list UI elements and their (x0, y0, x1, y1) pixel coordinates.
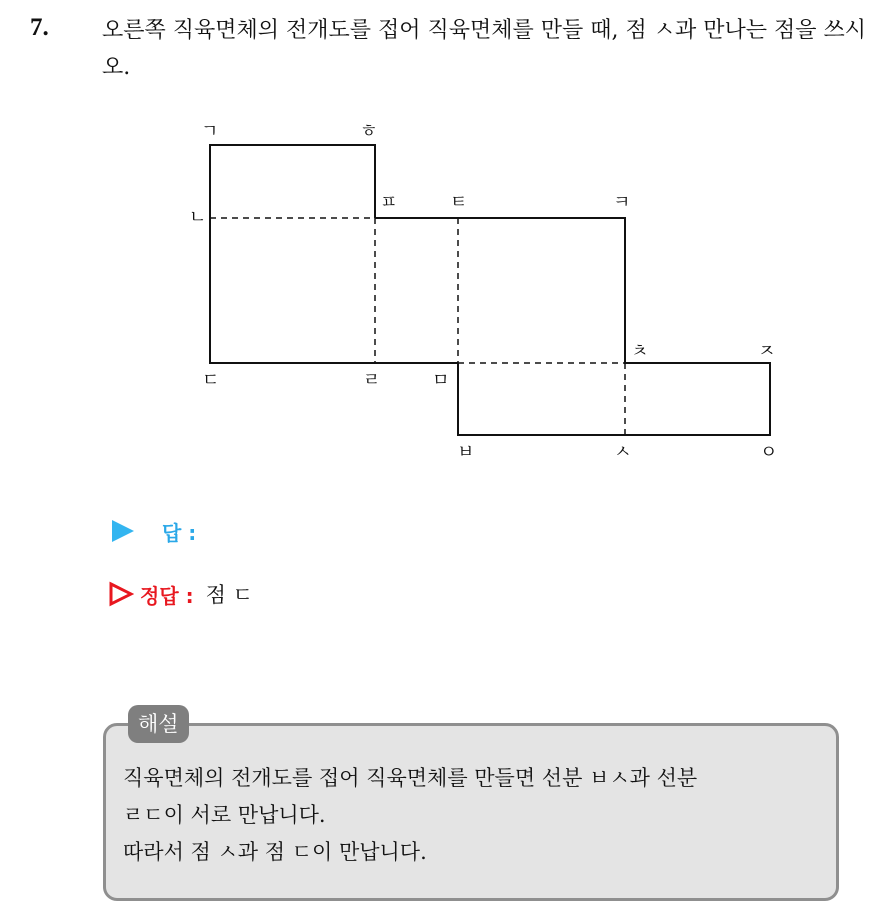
vertex-label-o: ㅇ (760, 442, 778, 463)
question-number: 7. (30, 14, 49, 41)
correct-answer-row (108, 578, 253, 610)
vertex-label-j: ㅈ (758, 341, 776, 362)
explanation-line: ㄹㄷ이 서로 만납니다. (123, 803, 326, 827)
vertex-label-r: ㄹ (363, 370, 381, 391)
vertex-label-b: ㅂ (457, 442, 475, 463)
play-triangle-icon (112, 520, 134, 542)
net-outline-left-face (210, 145, 458, 363)
vertex-labels (189, 121, 777, 463)
answer-row (106, 516, 196, 546)
answer-label: 답 : (162, 520, 197, 545)
correct-answer-value: 점 ㄷ (205, 583, 253, 607)
vertex-label-s: ㅅ (614, 442, 632, 463)
explanation-line: 따라서 점 ㅅ과 점 ㄷ이 만납니다. (123, 840, 427, 864)
correct-answer-label: 정답 : (140, 583, 194, 608)
outline-play-triangle-icon (108, 581, 134, 607)
question-text: 오른쪽 직육면체의 전개도를 접어 직육면체를 만들 때, 점 ㅅ과 만나는 점을 쓰시오. (102, 18, 866, 80)
fold-lines (210, 218, 625, 435)
vertex-label-m: ㅁ (432, 370, 450, 391)
vertex-label-d: ㄷ (202, 370, 220, 391)
explanation-line: 직육면체의 전개도를 접어 직육면체를 만들면 선분 ㅂㅅ과 선분 (123, 766, 698, 790)
net-outline (210, 145, 770, 435)
explanation-tag: 해설 (128, 705, 189, 743)
explanation-text (123, 760, 828, 871)
vertex-label-ch: ㅊ (631, 341, 649, 362)
vertex-label-p: ㅍ (380, 192, 398, 213)
vertex-label-h: ㅎ (360, 121, 378, 142)
net-outline-top-edge (375, 218, 770, 435)
vertex-label-g: ㄱ (201, 121, 219, 142)
vertex-label-n: ㄴ (189, 207, 207, 228)
vertex-label-t: ㅌ (450, 192, 468, 213)
vertex-label-k: ㅋ (613, 192, 631, 213)
